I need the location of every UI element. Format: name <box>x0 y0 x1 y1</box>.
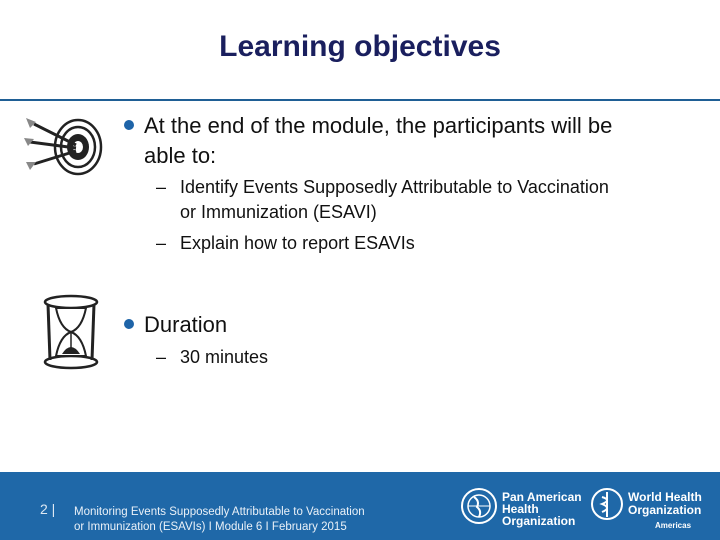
objectives-heading-line2: able to: <box>144 143 217 168</box>
paho-globe-icon <box>460 487 498 525</box>
page-number: 2 | <box>40 501 56 517</box>
sub-dash: – <box>156 233 167 253</box>
who-region: Americas <box>655 521 692 530</box>
footer-text <box>74 505 365 535</box>
duration-value: 30 minutes <box>180 347 269 367</box>
paho-name-line1: Pan American <box>502 490 582 504</box>
slide-title: Learning objectives <box>219 30 501 63</box>
paho-name-line2: Health <box>502 502 539 516</box>
sub-dash: – <box>156 347 167 367</box>
bullet-dot <box>124 120 134 130</box>
who-name-line1: World Health <box>628 490 702 504</box>
objectives-heading-line1: At the end of the module, the participants will be <box>144 113 613 138</box>
objective-item-2: Explain how to report ESAVIs <box>180 233 415 253</box>
title-divider <box>0 99 720 101</box>
bullet-dot <box>124 319 134 329</box>
footer-text-line2: or Immunization (ESAVIs) I Module 6 I February 2015 <box>74 521 347 533</box>
objective-item-1-line1: Identify Events Supposedly Attributable to Vaccination <box>180 177 609 197</box>
footer-text-line1: Monitoring Events Supposedly Attributable to Vaccination <box>74 506 365 518</box>
target-with-darts-icon <box>22 112 104 178</box>
sub-dash: – <box>156 177 167 197</box>
duration-heading: Duration <box>144 312 228 337</box>
who-name-line2: Organization <box>628 503 702 517</box>
who-emblem-icon <box>590 487 624 521</box>
objective-item-1-line2: or Immunization (ESAVI) <box>180 202 377 222</box>
hourglass-icon <box>38 294 104 370</box>
paho-name-line3: Organization <box>502 514 576 528</box>
